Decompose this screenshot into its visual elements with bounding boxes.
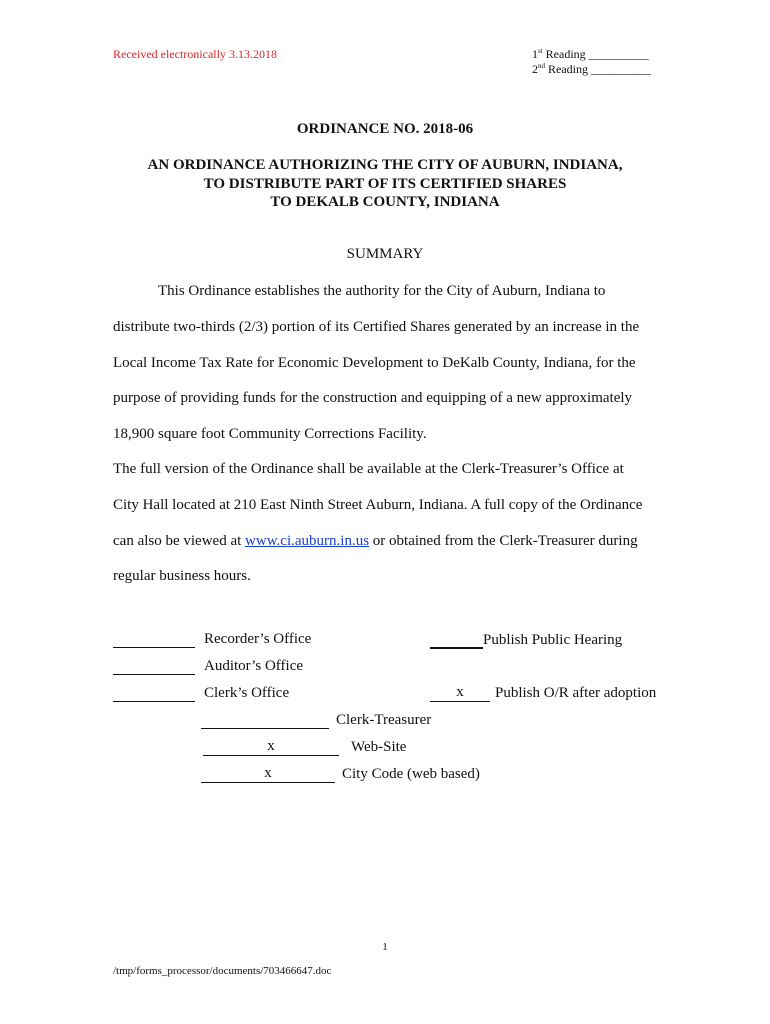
availability-line: The full version of the Ordinance shall be available at the Clerk-Treasurer’s Office at — [113, 461, 624, 477]
auditor-label: Auditor’s Office — [204, 658, 304, 674]
availability-line: regular business hours. — [113, 568, 251, 584]
city-code-row — [201, 765, 480, 783]
auditor-office-row — [113, 657, 303, 675]
summary-line: Local Income Tax Rate for Economic Development to DeKalb County, Indiana, for the — [113, 355, 636, 371]
website-label: Web-Site — [351, 739, 407, 755]
city-code-mark: x — [201, 765, 335, 783]
ordinance-number: ORDINANCE NO. 2018-06 — [296, 121, 474, 137]
clerk-treasurer-label: Clerk-Treasurer — [336, 712, 432, 728]
summary-heading: SUMMARY — [346, 246, 424, 262]
website-mark: x — [203, 738, 339, 756]
city-code-label: City Code (web based) — [342, 766, 480, 782]
clerk-blank — [113, 684, 195, 702]
ordinance-title-line-2: TO DISTRIBUTE PART OF ITS CERTIFIED SHARES — [203, 176, 567, 192]
clerk-treasurer-blank — [201, 711, 329, 729]
ordinance-title-line-1: AN ORDINANCE AUTHORIZING THE CITY OF AUBURN, INDIANA, — [147, 157, 623, 173]
publish-or-label: Publish O/R after adoption — [495, 685, 657, 701]
publish-or-mark: x — [430, 684, 490, 702]
availability-line: can also be viewed at www.ci.auburn.in.us or obtained from the Clerk-Treasurer during — [113, 533, 638, 549]
document-path: /tmp/forms_processor/documents/703466647.doc — [113, 965, 332, 977]
summary-line: purpose of providing funds for the construction and equipping of a new approximately — [113, 390, 633, 406]
summary-line: distribute two-thirds (2/3) portion of its Certified Shares generated by an increase in the — [113, 319, 640, 335]
clerk-label: Clerk’s Office — [204, 685, 290, 701]
recorder-blank — [113, 630, 195, 648]
publish-hearing-blank — [430, 630, 483, 649]
clerk-office-row — [113, 684, 289, 702]
website-row — [203, 738, 406, 756]
recorder-office-row — [113, 630, 311, 648]
recorder-label: Recorder’s Office — [204, 631, 312, 647]
availability-line: City Hall located at 210 East Ninth Street Auburn, Indiana. A full copy of the Ordinance — [113, 497, 643, 513]
page-number: 1 — [382, 941, 388, 953]
publish-hearing-row — [430, 630, 622, 649]
publish-hearing-label: Publish Public Hearing — [483, 632, 623, 648]
summary-line: 18,900 square foot Community Corrections Facility. — [113, 426, 427, 442]
clerk-treasurer-row — [201, 711, 431, 729]
publish-or-row — [430, 684, 656, 702]
summary-line: This Ordinance establishes the authority for the City of Auburn, Indiana to — [158, 283, 606, 299]
ordinance-title-line-3: TO DEKALB COUNTY, INDIANA — [270, 194, 500, 210]
received-stamp: Received electronically 3.13.2018 — [113, 47, 277, 61]
auditor-blank — [113, 657, 195, 675]
first-reading-line: 1st Reading __________ — [532, 47, 649, 61]
second-reading-line: 2nd Reading __________ — [532, 62, 651, 76]
city-website-link[interactable]: www.ci.auburn.in.us — [245, 533, 370, 549]
